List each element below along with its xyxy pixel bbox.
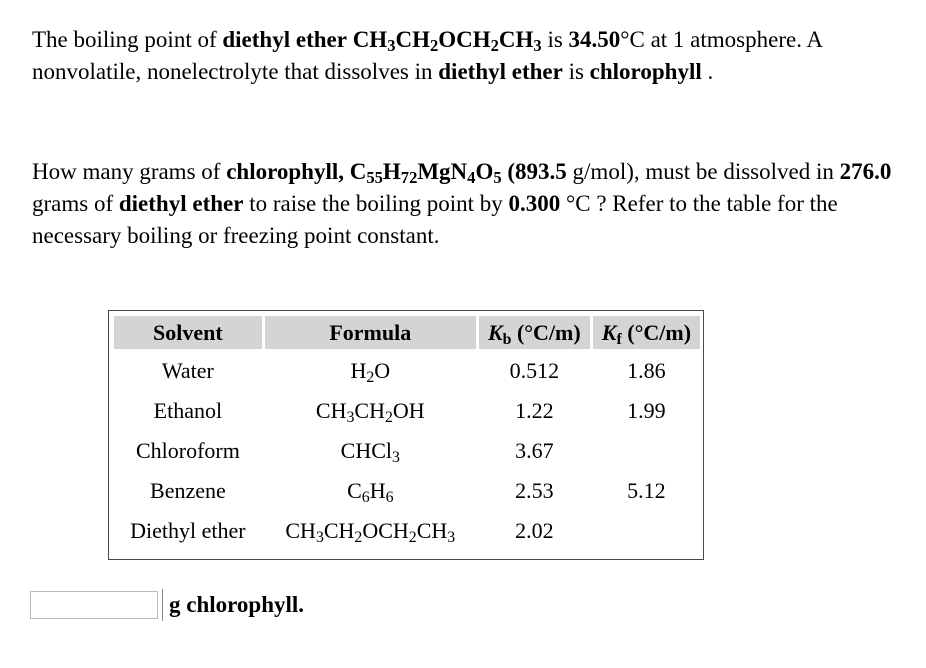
cell-formula: $CH_3CH_2OCH_2CH_3$ — [285, 517, 456, 546]
text-segment: °C at 1 atmosphere. A nonvolatile, nonelectrolyte that dissolves in — [32, 27, 822, 84]
cell-kf: 5.12 — [627, 477, 666, 503]
text-segment: to raise the boiling point by — [243, 191, 509, 216]
table-row — [114, 472, 700, 509]
solvent-name: diethyl ether — [118, 191, 244, 216]
text-segment: How many grams of — [32, 159, 227, 184]
cell-kf — [593, 512, 700, 549]
table-header-row — [114, 316, 700, 349]
cell-formula: $C_6H_6$ — [347, 477, 394, 506]
text-segment: . — [701, 59, 714, 84]
table-row — [114, 352, 700, 389]
cell-solvent: Ethanol — [153, 397, 223, 423]
solvent-name: diethyl ether — [438, 59, 563, 84]
answer-divider — [162, 589, 163, 621]
cell-kb: 3.67 — [515, 437, 554, 463]
delta-t-value: 0.300 — [508, 191, 561, 216]
molar-mass: (893.5 — [501, 159, 567, 184]
header-solvent: Solvent — [114, 316, 262, 349]
answer-row — [30, 588, 304, 622]
solute-name: chlorophyll — [589, 59, 702, 84]
cell-solvent: Water — [161, 357, 214, 383]
header-kf: $K_f$ (°C/m) — [593, 316, 700, 349]
header-kb: $K_b$ (°C/m) — [479, 316, 590, 349]
table-row — [114, 432, 700, 469]
cell-solvent: Chloroform — [135, 437, 240, 463]
problem-paragraph-1 — [32, 24, 912, 88]
constants-table — [108, 310, 704, 560]
text-segment: °C ? Refer to the table for the necessary boiling or freezing point constant. — [32, 191, 838, 248]
solvent-mass: 276.0 — [839, 159, 892, 184]
solute-label: chlorophyll, — [226, 159, 350, 184]
cell-kf — [593, 432, 700, 469]
problem-paragraph-2 — [32, 156, 912, 252]
answer-unit-label: g chlorophyll. — [169, 592, 305, 617]
cell-kb: 2.53 — [515, 477, 554, 503]
header-formula: Formula — [265, 316, 476, 349]
cell-formula: $CH_3CH_2OH$ — [315, 397, 425, 426]
text-segment: grams of — [32, 191, 119, 216]
solvent-name: diethyl ether — [222, 27, 347, 52]
constants-table-grid — [111, 313, 703, 552]
cell-kb: 0.512 — [509, 357, 560, 383]
boiling-point-value: 34.50 — [568, 27, 621, 52]
text-segment: is — [541, 27, 569, 52]
text-segment: The boiling point of — [32, 27, 223, 52]
cell-formula: CHCl$_3$ — [340, 437, 400, 466]
cell-kb: 2.02 — [515, 517, 554, 543]
table-row — [114, 392, 700, 429]
text-segment: g/mol), must be dissolved in — [566, 159, 840, 184]
cell-kf: 1.99 — [627, 397, 666, 423]
cell-kb: 1.22 — [515, 397, 554, 423]
answer-input[interactable] — [30, 591, 158, 619]
table-row — [114, 512, 700, 549]
text-segment: is — [562, 59, 590, 84]
cell-solvent: Diethyl ether — [130, 517, 246, 543]
cell-kf: 1.86 — [627, 357, 666, 383]
cell-solvent: Benzene — [150, 477, 226, 503]
solvent-formula: $CH_3CH_2OCH_2CH_3$ — [352, 27, 542, 56]
solute-formula: $C_{55}H_{72}MgN_4O_5$ — [349, 159, 502, 188]
cell-formula: $H_2O$ — [350, 357, 391, 386]
